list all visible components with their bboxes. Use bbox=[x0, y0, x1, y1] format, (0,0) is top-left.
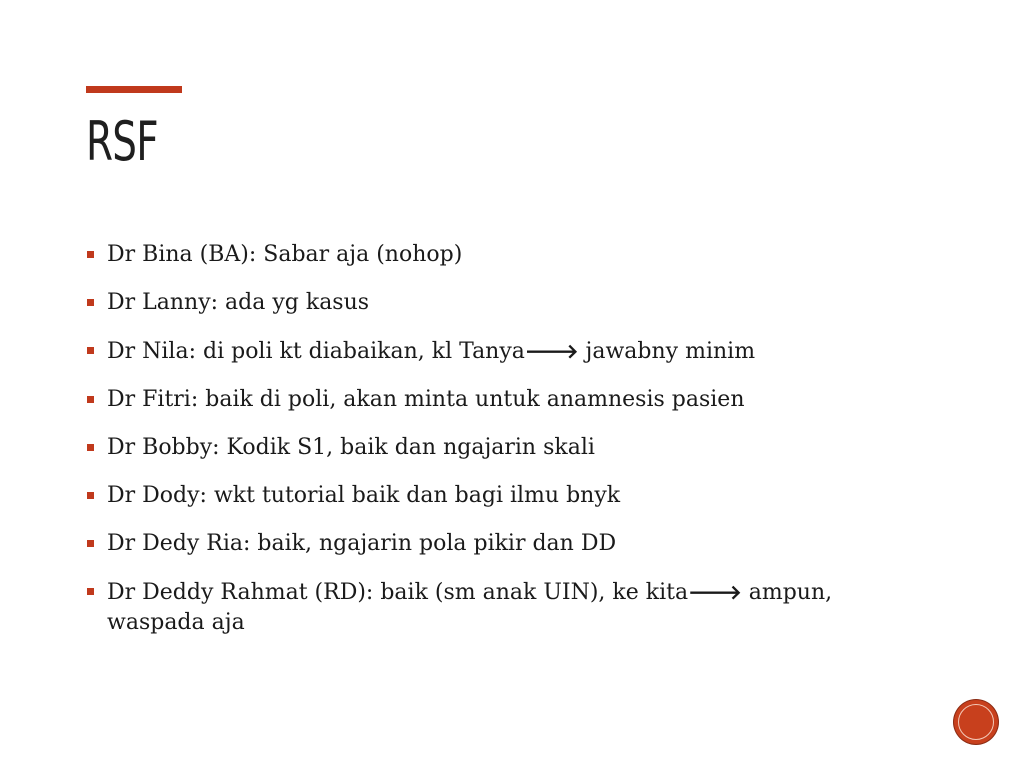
bullet-item bbox=[86, 529, 926, 559]
square-bullet-icon bbox=[87, 588, 94, 595]
bullet-text: ampun, waspada aja bbox=[107, 580, 833, 635]
bullet-item bbox=[86, 433, 926, 463]
title-accent-bar bbox=[86, 86, 182, 93]
slide-number-circle-icon bbox=[954, 700, 998, 744]
slide-title: RSF bbox=[86, 110, 158, 173]
square-bullet-icon bbox=[87, 396, 94, 403]
bullet-text: jawabny minim bbox=[578, 339, 756, 364]
bullet-item bbox=[86, 481, 926, 511]
bullet-item bbox=[86, 385, 926, 415]
bullet-text: Dr Dedy Ria: baik, ngajarin pola pikir dan DD bbox=[107, 531, 617, 556]
arrow-right-icon: 🡒 bbox=[524, 339, 579, 363]
bullet-text: Dr Nila: di poli kt diabaikan, kl Tanya bbox=[107, 339, 525, 364]
bullet-list bbox=[86, 240, 926, 656]
bullet-text: Dr Dody: wkt tutorial baik dan bagi ilmu bnyk bbox=[107, 483, 621, 508]
square-bullet-icon bbox=[87, 444, 94, 451]
bullet-item bbox=[86, 577, 926, 638]
bullet-text: Dr Lanny: ada yg kasus bbox=[107, 290, 370, 315]
square-bullet-icon bbox=[87, 347, 94, 354]
bullet-item bbox=[86, 336, 926, 367]
bullet-text: Dr Deddy Rahmat (RD): baik (sm anak UIN), ke kita bbox=[107, 580, 689, 605]
bullet-text: Dr Fitri: baik di poli, akan minta untuk anamnesis pasien bbox=[107, 387, 745, 412]
bullet-item bbox=[86, 240, 926, 270]
bullet-item bbox=[86, 288, 926, 318]
bullet-text: Dr Bina (BA): Sabar aja (nohop) bbox=[107, 242, 463, 267]
bullet-text: Dr Bobby: Kodik S1, baik dan ngajarin skali bbox=[107, 435, 595, 460]
square-bullet-icon bbox=[87, 251, 94, 258]
arrow-right-icon: 🡒 bbox=[688, 580, 742, 604]
square-bullet-icon bbox=[87, 492, 94, 499]
square-bullet-icon bbox=[87, 540, 94, 547]
square-bullet-icon bbox=[87, 299, 94, 306]
